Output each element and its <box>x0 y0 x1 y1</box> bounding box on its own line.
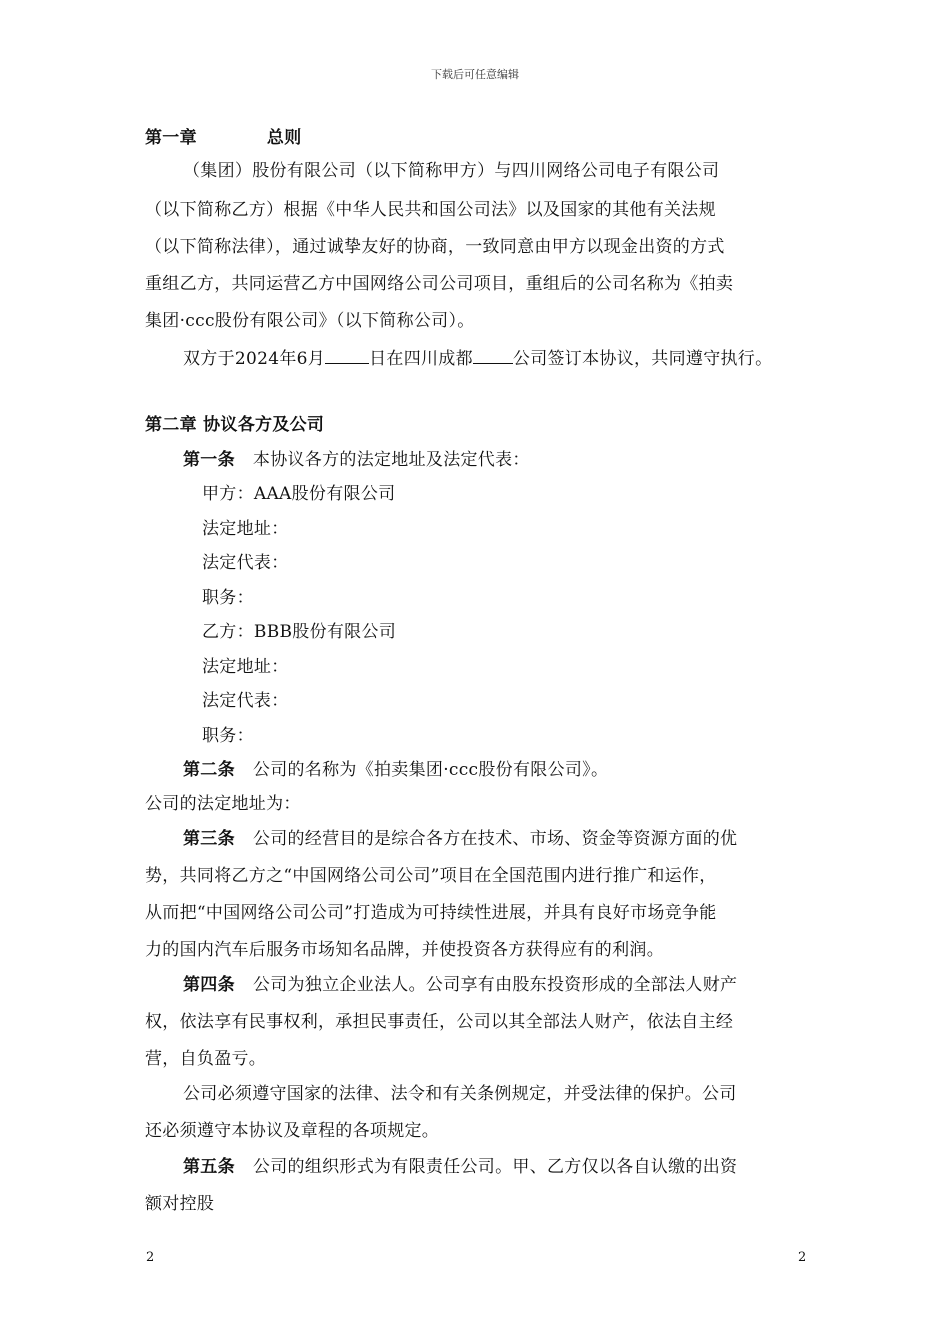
article5 <box>183 1156 737 1178</box>
chapter1-label: 第一章 <box>145 128 197 148</box>
party-a-position-label: 职务： <box>202 588 254 608</box>
article4 <box>183 974 737 996</box>
party-b: 乙方：BBB股份有限公司 <box>202 622 397 642</box>
signing-tail-text: 公司签订本协议，共同遵守执行。 <box>512 349 773 369</box>
chapter1-heading <box>145 127 302 149</box>
chapter1-para1-line1: （集团）股份有限公司（以下简称甲方）与四川网络公司电子有限公司 <box>183 161 720 181</box>
page-number-right: 2 <box>798 1250 807 1265</box>
party-b-position-label: 职务： <box>202 726 254 746</box>
article4-para2-line2: 还必须遵守本协议及章程的各项规定。 <box>145 1121 440 1141</box>
place-blank <box>473 346 513 364</box>
article5-line2: 额对控股 <box>145 1194 215 1214</box>
article3-line3: 从而把“中国网络公司公司”打造成为可持续性进展，并具有良好市场竞争能 <box>145 903 717 923</box>
article3-line2: 势，共同将乙方之“中国网络公司公司”项目在全国范围内进行推广和运作， <box>145 866 717 886</box>
article2-address: 公司的法定地址为： <box>145 794 301 814</box>
article1-label: 第一条 <box>183 450 235 470</box>
article4-line1: 公司为独立企业法人。公司享有由股东投资形成的全部法人财产 <box>252 975 738 995</box>
party-a: 甲方：AAA股份有限公司 <box>202 484 396 504</box>
chapter2-heading: 第二章 协议各方及公司 <box>145 415 325 435</box>
header-note: 下载后可任意编辑 <box>431 68 519 81</box>
chapter1-para1-line5: 集团·ccc股份有限公司》（以下简称公司）。 <box>145 311 475 331</box>
article3-line4: 力的国内汽车后服务市场知名品牌，并使投资各方获得应有的利润。 <box>145 940 664 960</box>
chapter1-para1-line2: （以下简称乙方）根据《中华人民共和国公司法》以及国家的其他有关法规 <box>145 200 716 220</box>
chapter1-title: 总则 <box>266 128 302 148</box>
article3-line1: 公司的经营目的是综合各方在技术、市场、资金等资源方面的优 <box>252 829 738 849</box>
article2-label: 第二条 <box>183 760 235 780</box>
article3-label: 第三条 <box>183 829 235 849</box>
article4-para2-line1: 公司必须遵守国家的法律、法令和有关条例规定，并受法律的保护。公司 <box>183 1084 737 1104</box>
article5-label: 第五条 <box>183 1157 235 1177</box>
article5-line1: 公司的组织形式为有限责任公司。甲、乙方仅以各自认缴的出资 <box>252 1157 738 1177</box>
article1 <box>183 449 530 471</box>
chapter1-para1-line4: 重组乙方，共同运营乙方中国网络公司公司项目，重组后的公司名称为《拍卖 <box>145 274 734 294</box>
article1-text: 本协议各方的法定地址及法定代表： <box>252 450 530 470</box>
article4-label: 第四条 <box>183 975 235 995</box>
party-b-address-label: 法定地址： <box>202 657 289 677</box>
signing-date-text: 双方于2024年6月 <box>183 349 326 369</box>
signing-place-text: 日在四川成都 <box>369 349 473 369</box>
article4-line2: 权，依法享有民事权利，承担民事责任，公司以其全部法人财产，依法自主经 <box>145 1012 734 1032</box>
article2 <box>183 759 608 781</box>
chapter1-para2 <box>183 346 772 370</box>
article2-text: 公司的名称为《拍卖集团·ccc股份有限公司》。 <box>252 760 609 780</box>
page-number-left: 2 <box>146 1250 155 1265</box>
party-a-address-label: 法定地址： <box>202 519 289 539</box>
day-blank <box>325 346 369 364</box>
article3 <box>183 828 737 850</box>
chapter1-para1-line3: （以下简称法律），通过诚挚友好的协商，一致同意由甲方以现金出资的方式 <box>145 237 725 257</box>
party-a-rep-label: 法定代表： <box>202 553 289 573</box>
article4-line3: 营，自负盈亏。 <box>145 1049 267 1069</box>
party-b-rep-label: 法定代表： <box>202 691 289 711</box>
